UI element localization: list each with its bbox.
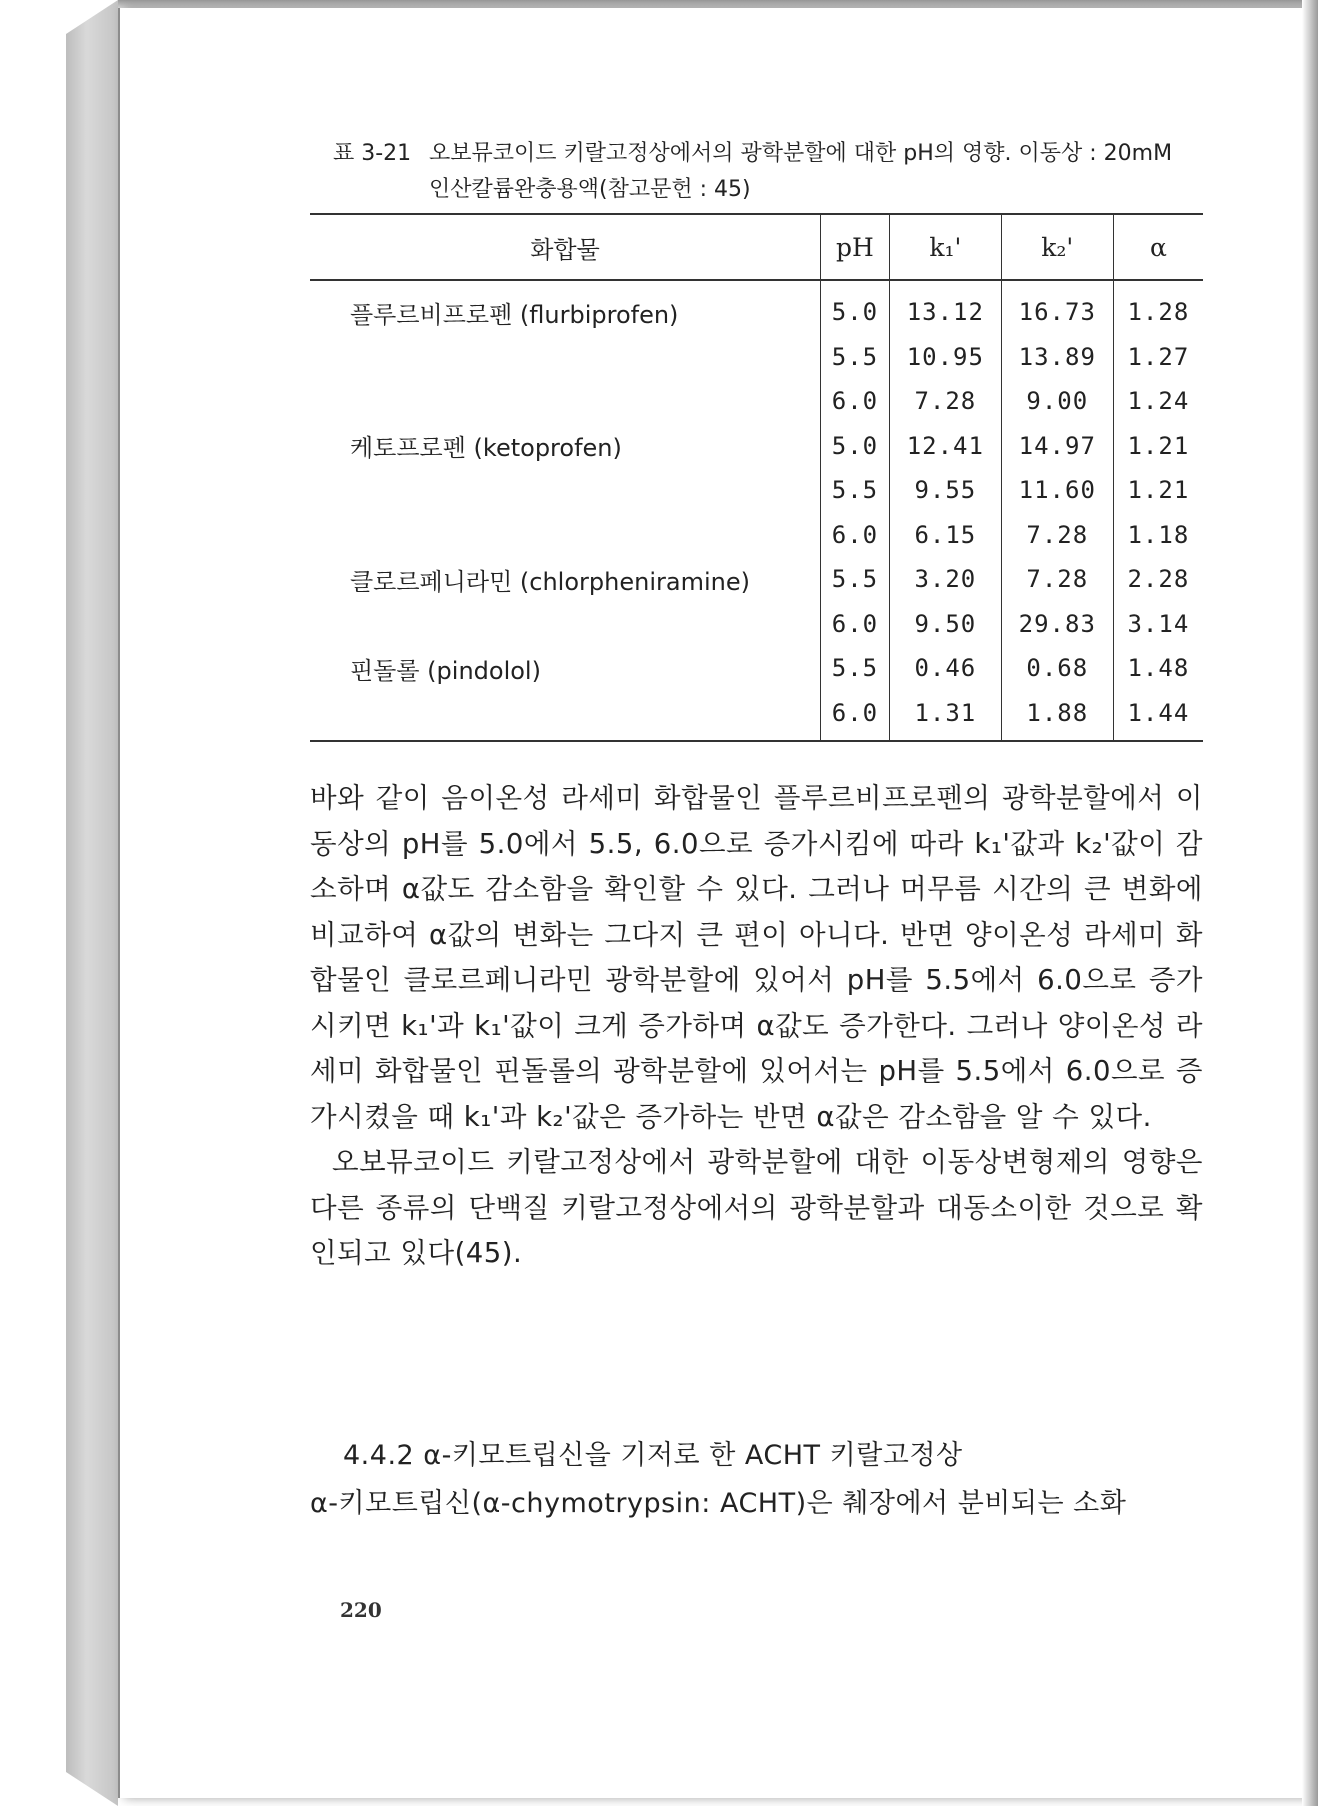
alpha-cell: 1.21	[1113, 424, 1203, 469]
k1-cell: 0.46	[889, 646, 1001, 691]
header-alpha: α	[1113, 214, 1203, 280]
compound-cell	[310, 335, 821, 380]
paragraph-1: 바와 같이 음이온성 라세미 화합물인 플루르비프로펜의 광학분할에서 이동상의 pH를 5.0에서 5.5, 6.0으로 증가시킴에 따라 k₁'값과 k₂'값이 감소하며 α값도 감소함을 확인할 수 있다. 그러나 머무름 시간의 큰 변화에 비교하여 α값의 변화는 그다지 큰 편이 아니다. 반면 양이온성 라세미 화합물인 클로르페니라민 광학분할에 있어서 pH를 5.5에서 6.0으로 증가시키면 k₁'과 k₁'값이 크게 증가하며 α값도 증가한다. 그러나 양이온성 라세미 화합물인 핀돌롤의 광학분할에 있어서는 pH를 5.5에서 6.0으로 증가시켰을 때 k₁'과 k₂'값은 증가하는 반면 α값은 감소함을 알 수 있다.	[310, 782, 1203, 1133]
header-k1: k₁'	[889, 214, 1001, 280]
table-header-row	[310, 214, 1203, 280]
ph-cell: 5.5	[821, 468, 890, 513]
paragraph-2: 오보뮤코이드 키랄고정상에서 광학분할에 대한 이동상변형제의 영향은 다른 종류의 단백질 키랄고정상에서의 광학분할과 대동소이한 것으로 확인되고 있다(45).	[310, 1146, 1203, 1269]
header-compound: 화합물	[310, 214, 821, 280]
table-number: 표 3-21	[333, 141, 412, 166]
book-edge	[66, 0, 118, 1806]
ph-cell: 5.5	[821, 646, 890, 691]
table-row	[310, 335, 1203, 380]
table-caption	[333, 136, 1213, 208]
alpha-cell: 2.28	[1113, 557, 1203, 602]
k2-cell: 7.28	[1001, 557, 1113, 602]
section-heading: 4.4.2 α-키모트립신을 기저로 한 ACHT 키랄고정상	[343, 1440, 963, 1471]
k1-cell: 12.41	[889, 424, 1001, 469]
alpha-cell: 1.28	[1113, 280, 1203, 335]
alpha-cell: 1.21	[1113, 468, 1203, 513]
ph-cell: 6.0	[821, 691, 890, 742]
body-text	[310, 776, 1203, 1277]
header-k2: k₂'	[1001, 214, 1113, 280]
table-row	[310, 468, 1203, 513]
k1-cell: 3.20	[889, 557, 1001, 602]
compound-cell: 핀돌롤 (pindolol)	[350, 656, 541, 685]
table-row	[310, 646, 1203, 691]
k2-cell: 11.60	[1001, 468, 1113, 513]
ph-cell: 5.5	[821, 557, 890, 602]
k2-cell: 7.28	[1001, 513, 1113, 558]
compound-cell: 플루르비프로펜 (flurbiprofen)	[350, 300, 679, 329]
k2-cell: 0.68	[1001, 646, 1113, 691]
compound-cell	[310, 513, 821, 558]
ph-cell: 6.0	[821, 379, 890, 424]
caption-line-2: 인산칼륨완충용액(참고문헌 : 45)	[429, 177, 751, 202]
caption-line-1: 오보뮤코이드 키랄고정상에서의 광학분할에 대한 pH의 영향. 이동상 : 20mM	[429, 141, 1173, 166]
k1-cell: 9.55	[889, 468, 1001, 513]
table-row	[310, 379, 1203, 424]
alpha-cell: 3.14	[1113, 602, 1203, 647]
ph-cell: 5.0	[821, 424, 890, 469]
ph-cell: 5.5	[821, 335, 890, 380]
compound-cell	[310, 602, 821, 647]
k2-cell: 13.89	[1001, 335, 1113, 380]
section-body: α-키모트립신(α-chymotrypsin: ACHT)은 췌장에서 분비되는 소화	[310, 1488, 1127, 1519]
page-number: 220	[340, 1598, 382, 1622]
k1-cell: 6.15	[889, 513, 1001, 558]
k1-cell: 10.95	[889, 335, 1001, 380]
alpha-cell: 1.44	[1113, 691, 1203, 742]
alpha-cell: 1.27	[1113, 335, 1203, 380]
ph-cell: 6.0	[821, 602, 890, 647]
table-row	[310, 513, 1203, 558]
table-row	[310, 557, 1203, 602]
compound-cell	[310, 379, 821, 424]
compound-cell	[310, 691, 821, 742]
alpha-cell: 1.48	[1113, 646, 1203, 691]
ph-cell: 6.0	[821, 513, 890, 558]
k2-cell: 16.73	[1001, 280, 1113, 335]
table-body	[310, 280, 1203, 741]
data-table	[310, 213, 1203, 742]
compound-cell: 클로르페니라민 (chlorpheniramine)	[350, 567, 750, 596]
alpha-cell: 1.24	[1113, 379, 1203, 424]
compound-cell	[310, 468, 821, 513]
k1-cell: 1.31	[889, 691, 1001, 742]
page-shadow	[1302, 0, 1318, 1806]
table-row	[310, 424, 1203, 469]
k1-cell: 9.50	[889, 602, 1001, 647]
k2-cell: 14.97	[1001, 424, 1113, 469]
k2-cell: 9.00	[1001, 379, 1113, 424]
k1-cell: 13.12	[889, 280, 1001, 335]
k2-cell: 1.88	[1001, 691, 1113, 742]
k1-cell: 7.28	[889, 379, 1001, 424]
k2-cell: 29.83	[1001, 602, 1113, 647]
alpha-cell: 1.18	[1113, 513, 1203, 558]
table-row	[310, 280, 1203, 335]
compound-cell: 케토프로펜 (ketoprofen)	[350, 434, 622, 463]
header-ph: pH	[821, 214, 890, 280]
table-row	[310, 602, 1203, 647]
table-row	[310, 691, 1203, 742]
ph-cell: 5.0	[821, 280, 890, 335]
